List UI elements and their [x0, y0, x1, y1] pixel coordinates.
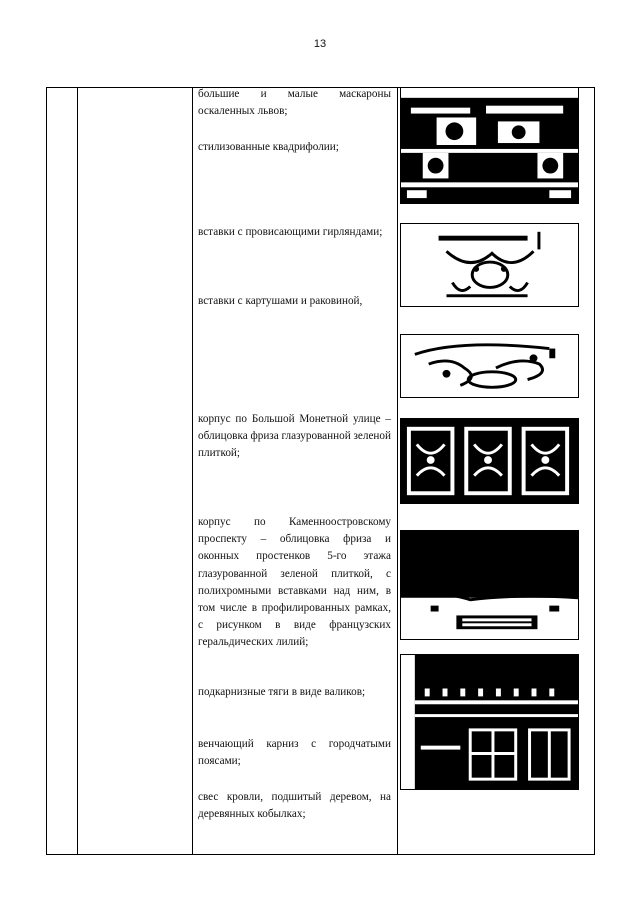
table-column-divider — [192, 88, 193, 854]
description-bolshaya-monetnaya-frieze: корпус по Большой Монетной улице – облицовка фриза глазурованной зеленой плиткой; — [198, 413, 391, 460]
description-quatrefoils: стилизованные квадрифолии; — [198, 141, 339, 153]
description-roof-overhang: свес кровли, подшитый деревом, на деревянных кобылках; — [198, 791, 391, 821]
page-number: 13 — [313, 38, 327, 50]
description-cartouche-inserts: вставки с картушами и раковиной, — [198, 295, 363, 307]
description-cornice-rolls: подкарнизные тяги в виде валиков; — [198, 686, 366, 698]
table-column-divider — [77, 88, 78, 854]
description-garland-inserts: вставки с провисающими гирляндами; — [198, 226, 383, 238]
table-column-divider — [397, 88, 398, 854]
photo-lion-mascarons — [400, 87, 579, 204]
photo-glazed-tile-frieze — [400, 418, 579, 504]
photo-kamennoostrovsky-frieze — [400, 530, 579, 640]
description-crowning-cornice: венчающий карниз с городчатыми поясами; — [198, 738, 391, 768]
photo-garland-insert — [400, 223, 579, 307]
photo-cornice-and-roof — [400, 654, 579, 790]
photo-cartouche-insert — [400, 334, 579, 398]
description-kamennoostrovsky-frieze: корпус по Каменноостровскому проспекту – облицовка фриза и оконных простенков 5-го этажа глазурованной зеленой плиткой, с полихромными вставками над ним, в том числе в профилированных рамках, с рисунком в виде французских геральдических лилий; — [198, 516, 391, 649]
description-lion-mascarons: большие и малые маскароны оскаленных львов; — [198, 88, 391, 118]
